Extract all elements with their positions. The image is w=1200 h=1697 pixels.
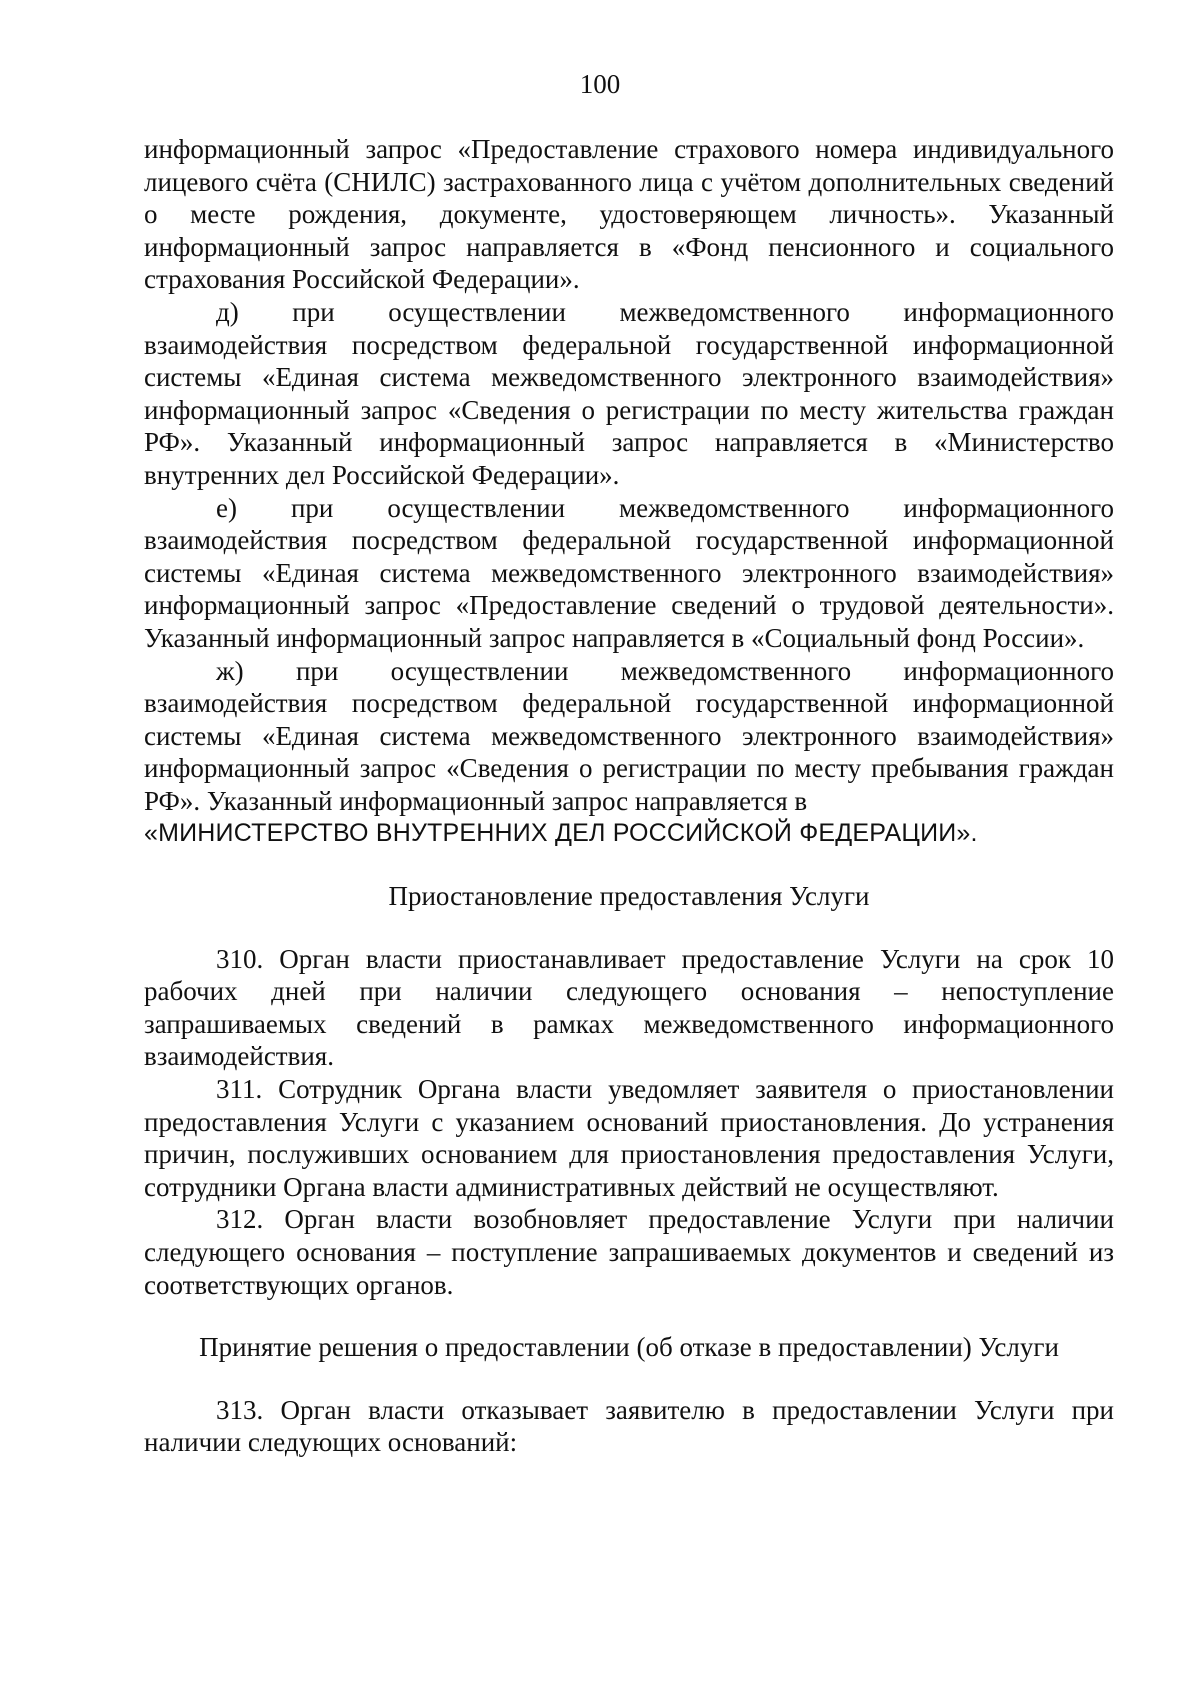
paragraph-item-e: е) при осуществлении межведомственного информационного взаимодействия посредством федеральной государственной информационной системы «Единая система межведомственного электронного взаимодействия» информационный запрос «Предоставление сведений о трудовой деятельности». Указанный информационный запрос направляется в «Социальный фонд России». (144, 492, 1114, 653)
section-heading-decision: Принятие решения о предоставлении (об отказе в предоставлении) Услуги (199, 1332, 1059, 1363)
paragraph-item-zh-ending: «МИНИСТЕРСТВО ВНУТРЕННИХ ДЕЛ РОССИЙСКОЙ ФЕДЕРАЦИИ». (144, 819, 978, 848)
paragraph-313: 313. Орган власти отказывает заявителю в предоставлении Услуги при наличии следующих оснований: (144, 1394, 1114, 1458)
section-heading-suspension: Приостановление предоставления Услуги (388, 881, 870, 912)
paragraph-311: 311. Сотрудник Органа власти уведомляет заявителя о приостановлении предоставления Услуги с указанием оснований приостановления. До устранения причин, послуживших основанием для приостановления предоставления Услуги, сотрудники Органа власти административных действий не осуществляют. (144, 1074, 1114, 1202)
paragraph-312: 312. Орган власти возобновляет предоставление Услуги при наличии следующего основания – поступление запрашиваемых документов и сведений из соответствующих органов. (144, 1204, 1114, 1300)
paragraph-snils-request: информационный запрос «Предоставление страхового номера индивидуального лицевого счёта (СНИЛС) застрахованного лица с учётом дополнительных сведений о месте рождения, документе, удостоверяющем личность». Указанный информационный запрос направляется в «Фонд пенсионного и социального страхования Российской Федерации». (144, 134, 1114, 295)
document-body (144, 133, 1114, 1459)
page-number: 100 (579, 69, 621, 99)
paragraph-item-d: д) при осуществлении межведомственного информационного взаимодействия посредством федеральной государственной информационной системы «Единая система межведомственного электронного взаимодействия» информационный запрос «Сведения о регистрации по месту жительства граждан РФ». Указанный информационный запрос направляется в «Министерство внутренних дел Российской Федерации». (144, 296, 1114, 490)
paragraph-item-zh: ж) при осуществлении межведомственного информационного взаимодействия посредством федеральной государственной информационной системы «Единая система межведомственного электронного взаимодействия» информационный запрос «Сведения о регистрации по месту пребывания граждан РФ». Указанный информационный запрос направляется в (144, 655, 1114, 816)
paragraph-310: 310. Орган власти приостанавливает предоставление Услуги на срок 10 рабочих дней при наличии следующего основания – непоступление запрашиваемых сведений в рамках межведомственного информационного взаимодействия. (144, 943, 1114, 1072)
